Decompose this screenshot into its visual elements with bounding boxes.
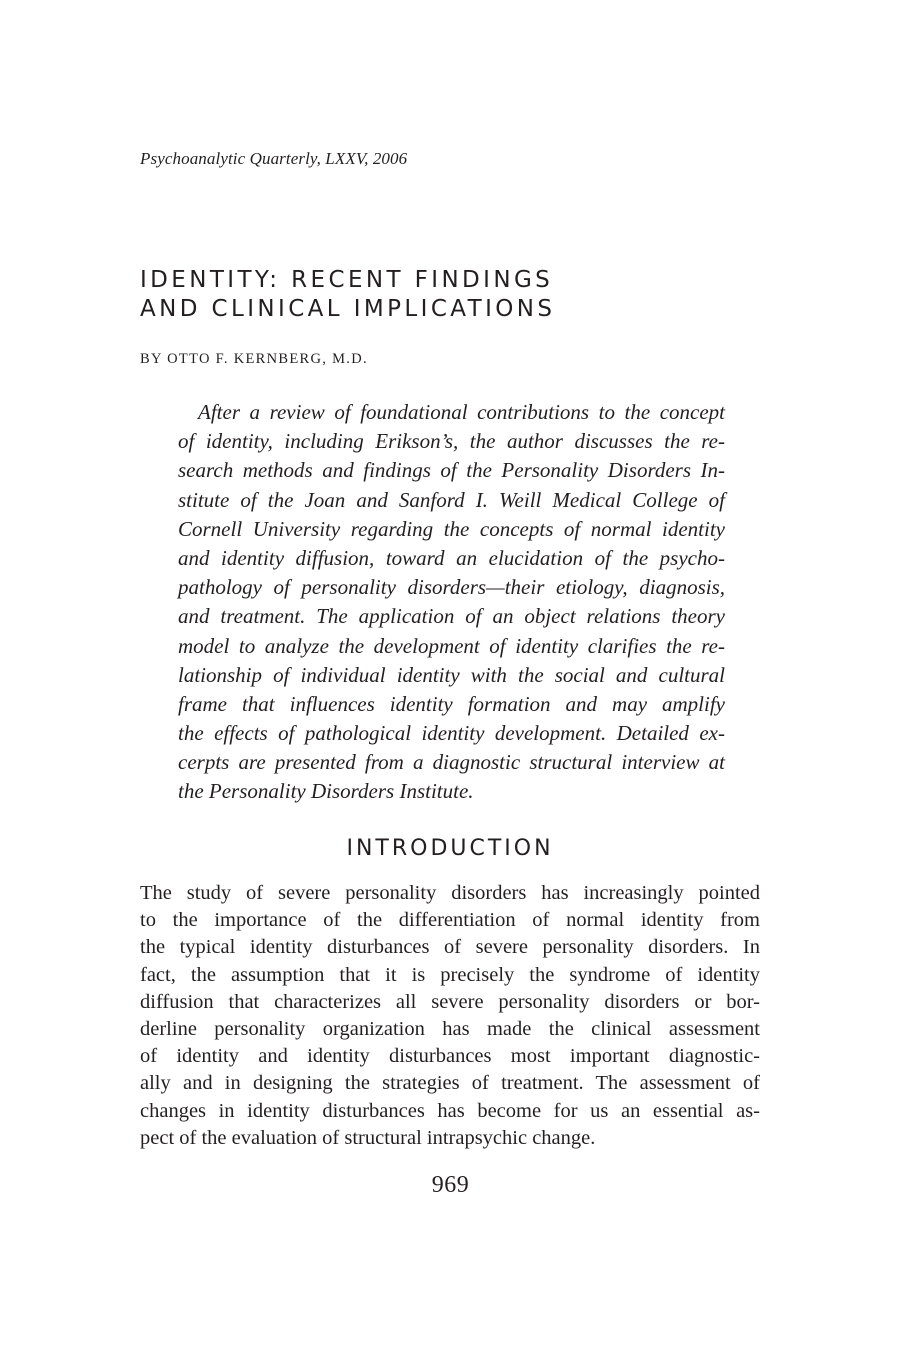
article-title	[140, 266, 555, 324]
abstract-line: pathology of personality disorders—their etiology, diagnosis,	[178, 575, 725, 600]
body-paragraph	[140, 880, 760, 1152]
abstract-line: model to analyze the development of identity clarifies the re-	[178, 633, 725, 658]
abstract-line: and identity diffusion, toward an elucidation of the psycho-	[178, 545, 725, 570]
running-head: Psychoanalytic Quarterly, LXXV, 2006	[140, 149, 408, 168]
body-line: derline personality organization has made the clinical assessment	[140, 1017, 760, 1040]
title-line: AND CLINICAL IMPLICATIONS	[140, 296, 556, 322]
body-line: the typical identity disturbances of severe personality disorders. In	[140, 936, 760, 959]
body-line: The study of severe personality disorders has increasingly pointed	[140, 882, 760, 904]
body-line: fact, the assumption that it is precisely the syndrome of identity	[140, 963, 760, 986]
abstract-line: the effects of pathological identity development. Detailed ex-	[178, 721, 725, 746]
abstract-line: stitute of the Joan and Sanford I. Weill Medical College of	[178, 487, 725, 512]
abstract-line: lationship of individual identity with the social and cultural	[178, 662, 725, 687]
body-line: diffusion that characterizes all severe personality disorders or bor-	[140, 990, 760, 1013]
abstract-line: and treatment. The application of an object relations theory	[178, 604, 725, 629]
abstract-line: Cornell University regarding the concepts of normal identity	[178, 516, 725, 541]
abstract-line: cerpts are presented from a diagnostic structural interview at	[178, 750, 725, 775]
page-number: 969	[431, 1172, 470, 1198]
title-line: IDENTITY: RECENT FINDINGS	[140, 267, 554, 293]
abstract-line: frame that influences identity formation and may amplify	[178, 691, 725, 716]
abstract-line: After a review of foundational contributions to the concept	[198, 400, 725, 424]
body-line: of identity and identity disturbances most important diagnostic-	[140, 1045, 760, 1068]
body-line: changes in identity disturbances has become for us an essential as-	[140, 1099, 760, 1122]
section-heading: INTRODUCTION	[346, 836, 554, 861]
body-line: pect of the evaluation of structural intrapsychic change.	[140, 1126, 596, 1149]
abstract	[178, 398, 725, 807]
abstract-line: of identity, including Erikson’s, the author discusses the re-	[178, 429, 725, 454]
body-line: to the importance of the differentiation of normal identity from	[140, 909, 760, 932]
body-line: ally and in designing the strategies of treatment. The assessment of	[140, 1072, 760, 1095]
author-byline: BY OTTO F. KERNBERG, M.D.	[140, 351, 368, 367]
abstract-line: the Personality Disorders Institute.	[178, 779, 474, 804]
abstract-line: search methods and findings of the Personality Disorders In-	[178, 458, 725, 483]
